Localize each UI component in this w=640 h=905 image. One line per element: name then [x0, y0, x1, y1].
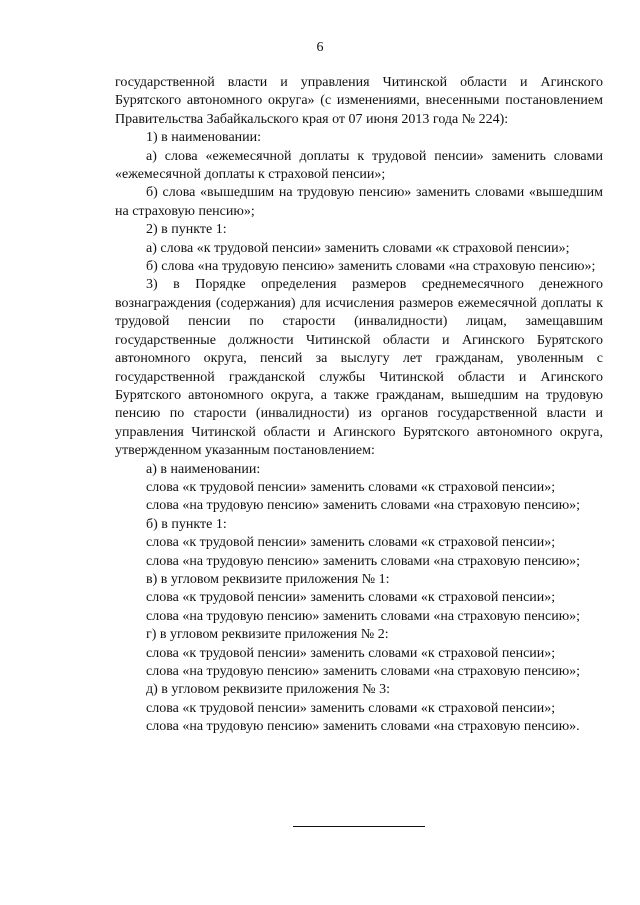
paragraph: слова «на трудовую пенсию» заменить словами «на страховую пенсию». [146, 719, 580, 735]
paragraph: слова «к трудовой пенсии» заменить словами «к страховой пенсии»; [146, 645, 556, 661]
paragraph: слова «на трудовую пенсию» заменить словами «на страховую пенсию»; [146, 608, 581, 624]
paragraph: слова «на трудовую пенсию» заменить словами «на страховую пенсию»; [146, 664, 581, 679]
paragraph: слова «к трудовой пенсии» заменить словами «к страховой пенсии»; [146, 700, 556, 716]
paragraph: слова «к трудовой пенсии» заменить словами «к страховой пенсии»; [146, 590, 556, 606]
paragraph: а) слова «к трудовой пенсии» заменить словами «к страховой пенсии»; [146, 240, 570, 256]
paragraph: б) слова «на трудовую пенсию» заменить словами «на страховую пенсию»; [146, 259, 596, 275]
paragraph: а) слова «ежемесячной доплаты к трудовой пенсии» заменить словами «ежемесячной доплаты к страховой пенсии»; [115, 148, 603, 183]
paragraph: государственной власти и управления Читинской области и Агинского Бурятского автономного округа» (с изменениями, внесенными постановлением Правительства Забайкальского края от 07 июня 2013 года № 224): [115, 75, 603, 127]
page-number: 6 [316, 40, 324, 55]
paragraph: 1) в наименовании: [146, 130, 262, 146]
paragraph: г) в угловом реквизите приложения № 2: [146, 627, 389, 643]
paragraph: слова «на трудовую пенсию» заменить словами «на страховую пенсию»; [146, 498, 581, 514]
paragraph: 2) в пункте 1: [146, 222, 227, 238]
paragraph: д) в угловом реквизите приложения № 3: [146, 682, 390, 698]
end-separator-line [293, 826, 425, 827]
paragraph: слова «на трудовую пенсию» заменить словами «на страховую пенсию»; [146, 553, 581, 569]
paragraph: б) слова «вышедшим на трудовую пенсию» заменить словами «вышедшим на страховую пенсию»; [115, 185, 603, 219]
paragraph: б) в пункте 1: [146, 516, 227, 532]
paragraph: слова «к трудовой пенсии» заменить словами «к страховой пенсии»; [146, 479, 556, 495]
paragraph: 3) в Порядке определения размеров среднемесячного денежного вознаграждения (содержания) для исчисления размеров ежемесячной доплаты к трудовой пенсии по старости (инвалидности) лицам, замещавшим государственные должности Читинской области и Агинского Бурятского автономного округа, пенсий за выслугу лет гражданам, уволенным с государственной гражданской службы Читинской области и Агинского Бурятского автономного округа, а также гражданам, вышедшим на трудовую пенсию по старости (инвалидности) из органов государственной власти и управления Читинской области и Агинского Бурятского автономного округа, утвержденном указанным постановлением: [115, 277, 603, 459]
document-body [115, 74, 603, 737]
paragraph: слова «к трудовой пенсии» заменить словами «к страховой пенсии»; [146, 535, 556, 551]
paragraph: в) в угловом реквизите приложения № 1: [146, 571, 390, 587]
paragraph: а) в наименовании: [146, 461, 261, 477]
